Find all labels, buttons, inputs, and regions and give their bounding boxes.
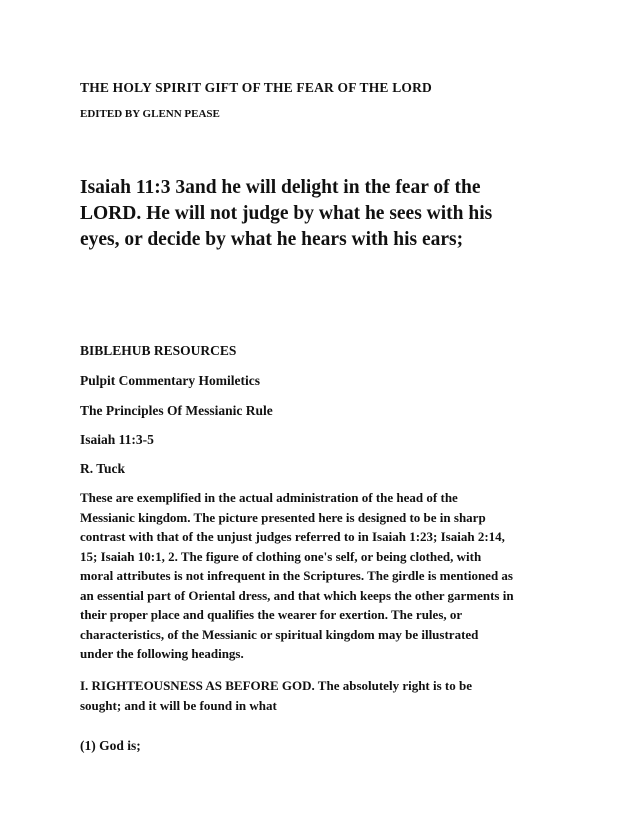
paragraph-line: an essential part of Oriental dress, and that which keeps the other garments in (80, 587, 514, 603)
point-one-paragraph (80, 676, 570, 715)
paragraph-line: their proper place and qualifies the wearer for exertion. The rules, or (80, 607, 463, 622)
body-paragraph (80, 488, 570, 664)
source-label: Pulpit Commentary Homiletics (80, 373, 260, 388)
paragraph-line: I. RIGHTEOUSNESS AS BEFORE GOD. The absolutely right is to be (80, 678, 473, 693)
paragraph-line: Messianic kingdom. The picture presented here is designed to be in sharp (80, 509, 486, 525)
scripture-reference: Isaiah 11:3-5 (80, 432, 154, 447)
document-subtitle: EDITED BY GLENN PEASE (80, 108, 220, 120)
paragraph-line: 15; Isaiah 10:1, 2. The figure of clothing one's self, or being clothed, with (80, 548, 482, 564)
paragraph-line: characteristics, of the Messianic or spiritual kingdom may be illustrated (80, 626, 479, 642)
paragraph-line: under the following headings. (80, 646, 244, 661)
paragraph-line: These are exemplified in the actual administration of the head of the (80, 490, 458, 505)
section-title: The Principles Of Messianic Rule (80, 403, 273, 418)
verse-line: Isaiah 11:3 3and he will delight in the fear of the (80, 177, 481, 198)
resources-heading: BIBLEHUB RESOURCES (80, 343, 237, 358)
paragraph-line: sought; and it will be found in what (80, 697, 277, 713)
paragraph-line: moral attributes is not infrequent in the Scriptures. The girdle is mentioned as (80, 568, 513, 583)
point-one-sub: (1) God is; (80, 738, 141, 753)
verse-line: eyes, or decide by what he hears with his ears; (80, 229, 464, 250)
paragraph-line: contrast with that of the unjust judges referred to in Isaiah 1:23; Isaiah 2:14, (80, 529, 505, 544)
verse-block (80, 175, 560, 253)
document-title: THE HOLY SPIRIT GIFT OF THE FEAR OF THE LORD (80, 80, 433, 95)
verse-line: LORD. He will not judge by what he sees with his (80, 203, 493, 224)
author-name: R. Tuck (80, 461, 126, 476)
